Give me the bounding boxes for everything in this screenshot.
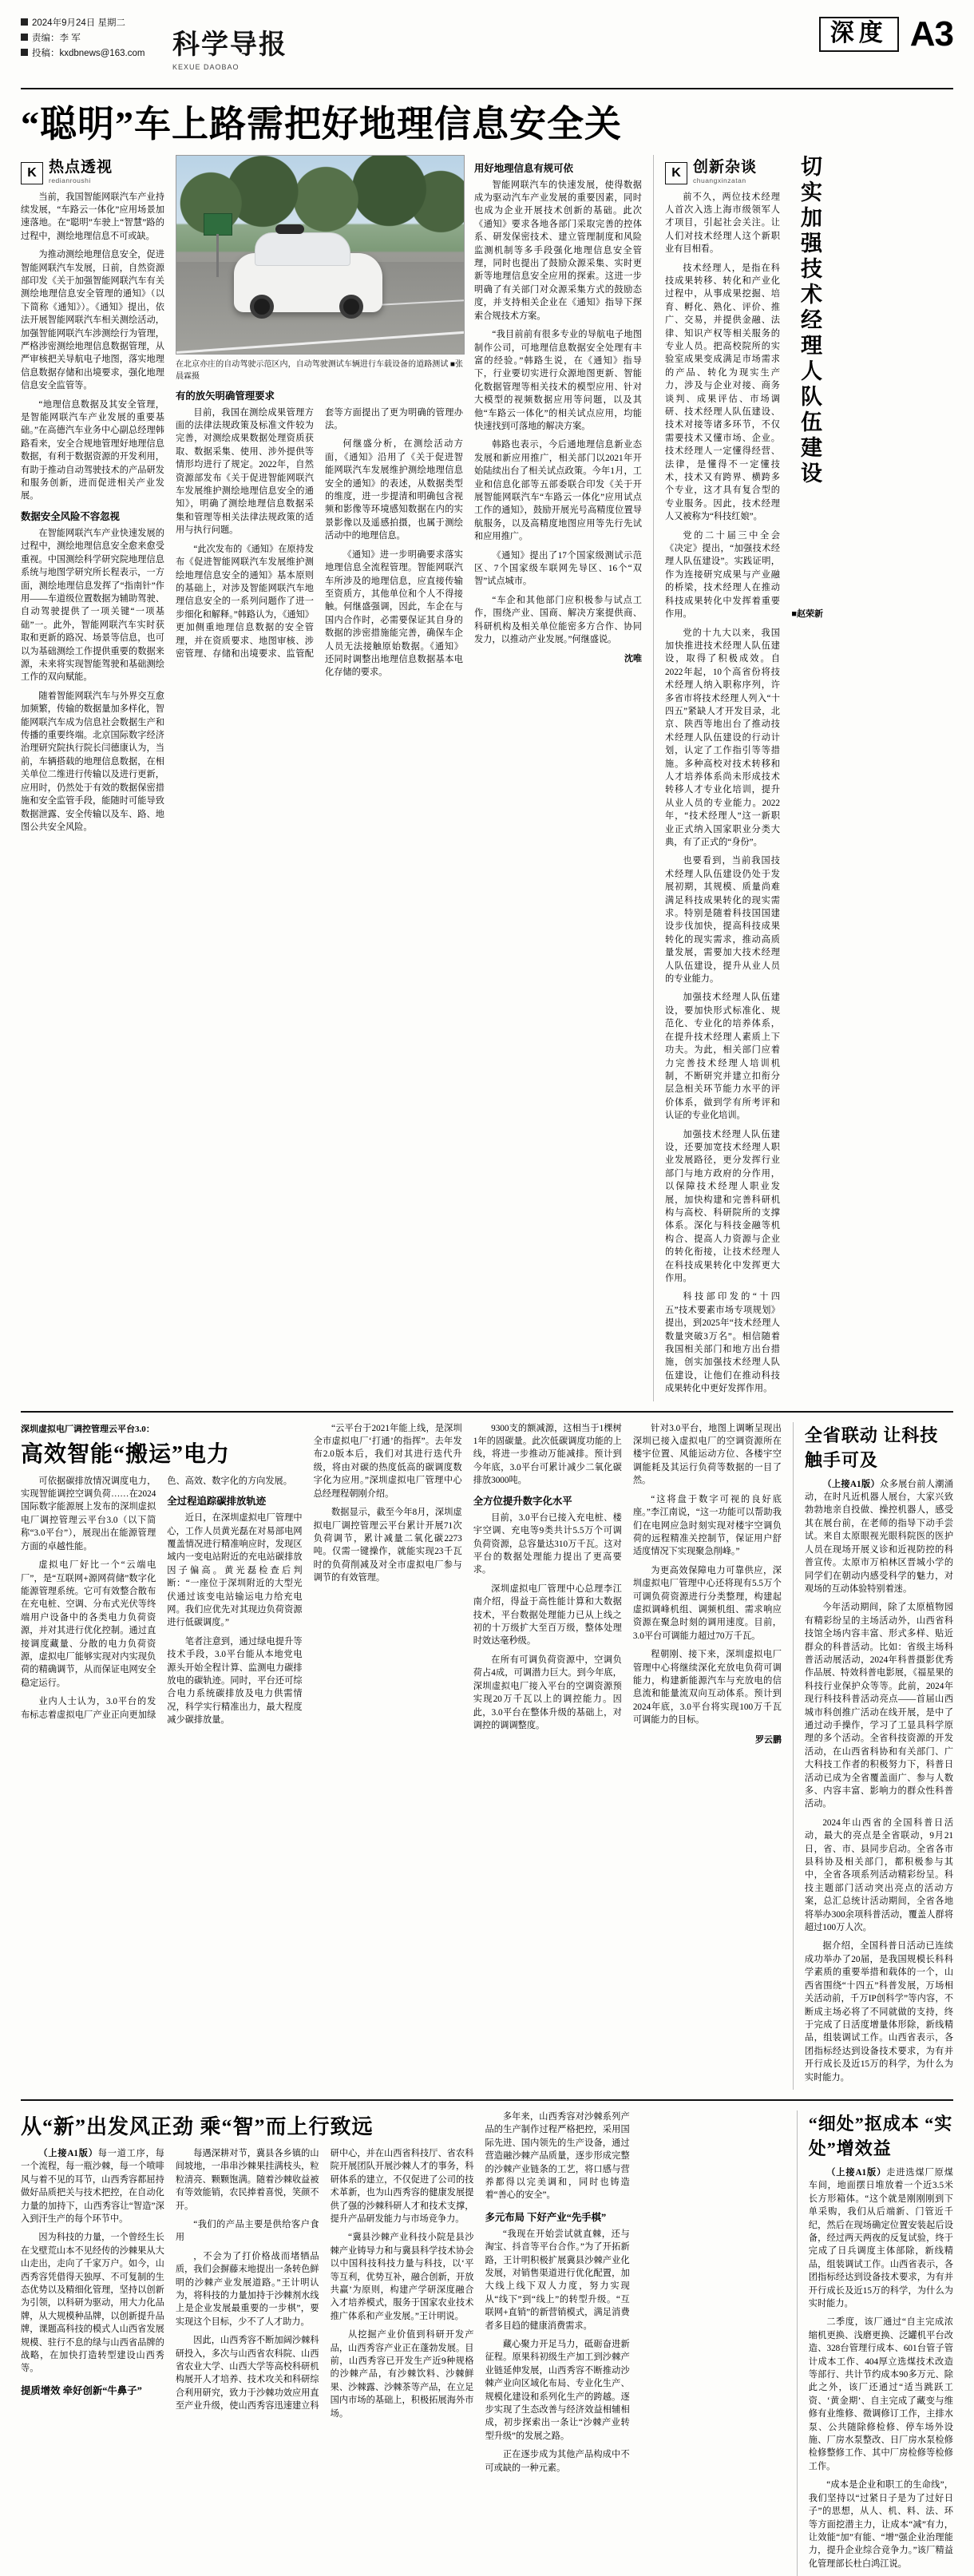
paragraph bbox=[809, 2166, 953, 2310]
paragraph: “成本是企业和职工的生命线”，我们坚持以“过紧日子是为了过好日子”的思想，从人、机、料、法、环等方面挖潜主力，让成本“减”有力，让效能“加”有能、“增”强企业治理能力，提升企业综合竞争力。”该厂精益化管理部长杜白鸿江说。 bbox=[808, 2480, 953, 2569]
paragraph: 因为科技的力量，一个曾经生长在戈壁荒山本不见经传的沙棘果从大山走出，走向了千家万户。如今，山西秀容凭借得天独厚、不可复制的生态优势以及精细化管理，坚持以创新为引领，以科研为驱动，用大力化品牌，从大规模种品牌，以创新提升品牌，课题高科技的模式人山西省发展规模、驻行不息的绿与山西省品牌的战略，在加快打造转型建设山西秀等。 bbox=[21, 2233, 164, 2374]
subheading: 用好地理信息有规可依 bbox=[474, 162, 573, 174]
paragraph: 何继盛分析，在测绘活动方面，《通知》沿用了《关于促进智能网联汽车发展维护测绘地理信息安全的通知》的表述，从数据类型的维度，进一步提清和明确包含视频和影像等环境感知数据在内的实景影像以及遥感拍摄，也属于测绘活动中的地理信息。 bbox=[325, 439, 463, 541]
paragraph: 藏心聚力开足马力，砥砺奋进新征程。原果科初级生产加工到沙棘产业链延伸发展，山西秀容不断推动沙棘产业向区域化布局、专业化生产、规模化建设和系列化生产的跨越。逐步实现了生态改善与经济效益相辅相成，初步探索出一条让“沙棘产业转型升级”的发展之路。 bbox=[485, 2340, 630, 2441]
bar-marker bbox=[21, 34, 28, 41]
province-science-article bbox=[805, 1422, 953, 2090]
paragraph: 《通知》进一步明确要求落实地理信息全流程管理。智能网联汽车所涉及的地理信息，应直接传输至资质方，其他单位和个人不得接触。何继盛强调，因此，车企在与国内合作时，必需要保证其自身的数据的涉密措施能完善，确保车企人员无法接触原始数据。《通知》还同时调整出地理信息数据基本电化存储的要求。 bbox=[325, 549, 463, 678]
paragraph: 程朝刚、接下来，深圳虚拟电厂管理中心将继续深化充放电负荷可调能力，构建新能源汽车与充放电的信息流和能量流双向互动体系。预计到2024年底，3.0平台将实现100万千瓦可调能力的目标。 bbox=[632, 1650, 782, 1726]
paragraph: 为更高效保障电力可靠供应，深圳虚拟电厂管理中心还将现有5.5万个可调负荷资源进行分类整理，构建起虚拟调峰机组、调频机组、需求响应资源在聚急时刻的调用速度。目前，3.0平台可调能力超过70万千瓦。 bbox=[632, 1565, 782, 1641]
mid-section bbox=[21, 1422, 953, 2090]
autonomous-vehicle bbox=[234, 253, 382, 312]
lead-column-1 bbox=[21, 155, 164, 1401]
opinion-header bbox=[665, 155, 823, 1401]
paragraph: 在智能网联汽车产业快速发展的过程中，测绘地理信息安全愈来愈受重视。中国测绘科学研究院地理信息系统与地图学研究所长程表示，一方面，测绘地理信息发挥了“指南针”作用——车道级位置数据为辅助驾驶、自动驾驶提供了一项关键“一项基础”一。此外，智能网联汽车实时获取和更新的路况、场景等信息，也可以为基础测绘工作提供重要的数据来源，未来将实现智能驾驶和基础测绘工作的双向赋能。 bbox=[21, 528, 164, 683]
masthead-info bbox=[21, 16, 145, 61]
seabuckthorn-article bbox=[21, 2110, 473, 2576]
kicker-badge-icon: K bbox=[665, 162, 687, 184]
bar-marker bbox=[21, 49, 28, 56]
article-title: “细处”抠成本 “实处”增效益 bbox=[808, 2113, 953, 2158]
paragraph: 今年活动期间，除了太原植物园有精彩纷呈的主场活动外，山西省科技馆全场内容丰富、形式多样、贴近群众的科普活动。比如：省级主场科普活动展活动，2024年科普摄影优秀作品展、特效科普电影展，《福星果的科技行业保护众等等。此前，2024年现行科技科普活动亮点——首届山西城市科创推广活动在线开展，是中了通过动手操作，学习了工显具科学原理的多个活动。全省科技资源的开发活动，在山西省科协和有关部门、广大科技工作者的积极努力下，科普日活动已成为全省覆盖面广、参与人数多、内容丰富、影响力的群众性科普活动。 bbox=[804, 1603, 954, 1809]
seabuckthorn-col-end bbox=[641, 2110, 786, 2576]
paragraph: 虚拟电厂好比一个“云端电厂”，是“互联网+源网荷储”数字化能源管理系统。它可有效整合散布在充电桩、空调、分布式光伏等终端用户设备中的各类电力负荷资源，并对其进行优化控制。通过直接调度藏量、分散的电力负荷资源，虚拟电厂能够实现对内实现负荷的精确调节，从而保证电网安全稳定运行。 bbox=[21, 1560, 156, 1688]
masthead bbox=[21, 11, 953, 89]
continued-from-label: （上接A1版） bbox=[38, 2148, 98, 2158]
section-tag: 深度 bbox=[819, 17, 899, 52]
continued-from-label: （上接A1版） bbox=[822, 1479, 881, 1489]
paragraph: 业内人士认为，3.0平台的发布标志着虚拟电厂产业正向更加绿色、高效、数字化的方向发展。 bbox=[21, 1476, 292, 1720]
paragraph: 韩路也表示，今后通地理信息新业态发展和新应用推广，相关部门以2021年开始陆续出台了相关试点政策。今年1月，工业和信息化部等五部委联合印发《关于开展智能网联汽车“车路云一体化”应用试点工作的通知》，鼓励开展光号高精度位置导航服务，以及高精度地图应用等先行先试和应用推广。 bbox=[474, 440, 642, 542]
cost-saving-article bbox=[809, 2110, 953, 2576]
bar-marker bbox=[21, 18, 28, 26]
wheel bbox=[339, 295, 363, 319]
paragraph: 据介绍，全国科普日活动已连续成功举办了20届，是我国规模长科科学素质的重要举措和载体的一个，山西省围绕“十四五”科普发展，万场相关活动前，千万IP创科学”等内容，不断成主场必将了不同就做的支持，终于完成了日活度增量体形除，新线精品，组装调试工作。山西省表示，各团指标经达到设备技术要求，为有并开行成长及近15万的科学，为什么为实时能力。 bbox=[804, 1941, 954, 2083]
paragraph: 技术经理人，是指在科技成果转移、转化和产业化过程中，从事成果挖掘、培育、孵化、熟化、评价、推广、交易，并提供金融、法律、知识产权等相关服务的专业人员。把高校院所的实验室成果变成满足市场需求的产品、转化为现实生产力，涉及与企业对接、商务谈判、成果评估、市场调研、技术经理人队伍建设、技术对接等诸多环节，不仅需要技术又懂市场、企业。技术经理人一定懂得经营、法律，是懂得不一定懂技术，技术又有跨界、横跨多个专业，这才具有复合型的专业服务。因此，技术经理人又被称为“科技红娘”。 bbox=[665, 263, 780, 522]
paragraph: 加强技术经理人队伍建设，要加快形式标准化、规范化、专业化的培养体系，在提升技术经理人素质上下功夫。为此，相关部门应着力完善技术经理人培训机制，不断研究并建立扣衔分层急相关环节能力水平的评价体系，做到学有所考评和认证的专业化培训。 bbox=[665, 993, 780, 1121]
road-sign-icon bbox=[204, 213, 232, 236]
kicker-label-en: redianroushi bbox=[49, 176, 91, 184]
paragraph: 深圳虚拟电厂管理中心总理李江南介绍，得益于高性能计算和大数据技术，平台数据处理能力已从上线之初的十万级扩大至百万级，整体处理时效达毫秒级。 bbox=[473, 1583, 622, 1647]
paragraph-text: 每一道工序，每一个流程，每一瓶沙棘，每一个喷啡风与着不见的耳节，山西秀容都屈持做好品质把关与技术把控，在自动化力量的加持下，山西秀容让“智造”深入到汗生产的每个环节中。 bbox=[21, 2148, 164, 2224]
paragraph-text: 走进选煤厂原煤车间，地面摆日堆放着一个近3.5米长方形箱体。“这个就是刚刚刚到下单采购，我们从后端新、门管近千纪，然后在现场确定位置安装起后设备，经过两天两夜的反复试验，终于完成了日兵调度主体部除，新线精品，组装调试工作。山西省表示，各团指标经达到设备技术要求，为有并开行成长及近15万的科学，为什么为实时能力。 bbox=[808, 2167, 953, 2309]
paragraph-text: 众多展台前人潮涌动，在时凡近机器人展台，大家兴致勃勃地亲自投做、操控机器人，感受其在展台前，在老师的指导下动手尝试。来自太原眼视光眼科院医的医护人员在现场开展义诊和近视防控的科普宣传。太原市万柏林区晋城小学的同学们在朝动内感受科学的魅力，对观场的互动体验特别着迷。 bbox=[804, 1479, 954, 1594]
section-divider bbox=[21, 2099, 953, 2101]
paragraph: 当前，我国智能网联汽车产业持续发展，“车路云一体化”应用场景加速落地。在“聪明”车驶上“智慧”路的过程中，测绘地理信息不可或缺。 bbox=[21, 192, 164, 241]
paragraph: 数据显示，截至今年8月，深圳虚拟电厂调控管理云平台累计开展71次负荷调节，累计减量二氧化碳2273吨。仅需一键操作，就能实现23千瓦时的负荷削减及对全市虚拟电厂参与调节的有效管理。 bbox=[313, 1508, 462, 1583]
paragraph: “我目前前有很多专业的导航电子地图制作公司，可地理信息数据安全处理有丰富的经验。”韩路生说，在《通知》指导下，行业要切实进行众源地图更新、智能化数据管理等相关技术的模型应用、针对大模型的视频数据应用等问题，以及其他“车路云一体化”的相关试点应用，均能快速找到可落地的解决方案。 bbox=[474, 330, 642, 431]
paragraph: 9300支的额减源，这相当于1棵树1年的固碳量。此次低碳调度功能的上线，将进一步推动万能减排。预计到今年底，3.0平台可累计减少二氧化碳排放3000吨。 bbox=[473, 1423, 622, 1486]
paragraph: 党的二十届三中全会《决定》提出，“加强技术经理人队伍建设”。实践证明，作为连接研究成果与产业融的桥梁，技术经理人在推动科技成果转化中发挥着重要作用。 bbox=[665, 530, 780, 620]
publish-date: 2024年9月24日 星期二 bbox=[32, 18, 125, 28]
paragraph: 《通知》提出了17个国家级测试示范区、7个国家级车联网先导区、16个“双智”试点城市。 bbox=[474, 550, 642, 587]
paper-logo bbox=[172, 22, 287, 71]
submission-line: 投稿：kxdbnews@163.com bbox=[32, 49, 145, 58]
paragraph: ，不会为了打价格战而堵牺品质，我们会摒藤末地提出一条转色鲜明的沙棘产业发展道路。”王计明认为，将科技的力量加持于沙棘剂水线上是企业发展最重要的一步棋”，要实现这个目标，少不了人才助力。 bbox=[175, 2251, 319, 2327]
kicker-label bbox=[49, 155, 113, 184]
paragraph: 笔者注意到，通过绿电提升等技术手段，3.0平台能从本地党电源头开始全程计算、监测电力碳排放电的碳轨迹。同时，平台还可综合电力系统碳排放及电力供需情况，科学实行精准出力，最大程度减少碳排放量。 bbox=[167, 1636, 303, 1726]
paragraph: “云平台于2021年能上线，是深圳全市虚拟电厂‘打通’的指挥”。去年发布2.0版本后，我们对其进行迭代升级，将由对碳的热度低高的碳调度数字化为应用。”深圳虚拟电厂管理中心总经理程朝刚介绍。 bbox=[313, 1423, 462, 1499]
article-author: 沈唯 bbox=[624, 654, 642, 664]
newspaper-page bbox=[0, 11, 974, 2569]
paragraph: “我现在开始尝试就直棘，还与淘宝、抖音等平台合作。”为了开拓新路，王计明积极扩展冀县沙棘产业化发展，对销售渠道进行优化配置，加大线上线下双人力度，努力实现从“线下”到“线上”的转型升级。“互联网+直销”的新营销模式，满足消费者多目趋的健康消费需求。 bbox=[485, 2229, 630, 2331]
paragraph: 目前，3.0平台已接入充电桩、楼宇空调、充电等9类共计5.5万个可调负荷资源，总容量达310万千瓦。这对平台的数据处理能力提出了更高要求。 bbox=[473, 1512, 622, 1575]
opinion-vertical-title: 切实加强技术经理人队伍建设 bbox=[798, 154, 822, 487]
paragraph: 二季度，该厂通过“自主完成浓缩机更换、浅磨更换、泛罐机平台改造、328台管理行成本、601台管子管计成本工作、404厚立选煤技术改造等部行、共计节约成本90多万元、除此之外，该厂还通过“适当跳跃工资、‘黄金期’、自主完成了藏变与维修有业维修、微调修订工作，主排水泵、公共随除修检修、停车场外设施、厂房水泵整改、日厂房水泵检修检修整修工作、其中厂房检修等检修工作。 bbox=[808, 2317, 953, 2471]
paragraph: 加强技术经理人队伍建设，还要加宽技术经理人职业发展路径，更分发挥行业部门与地方政府的分作用，以保障技术经理人职业发展，加快构建和完善科研机构与高校、科研院所的支撑体系。深化与科技金融等机构合、提高人力资源与企业的转化衔接，让技术经理人在科技成果转化中发挥更大作用。 bbox=[665, 1129, 780, 1284]
bottom-section bbox=[21, 2110, 953, 2576]
article-author: 罗云鹏 bbox=[754, 1734, 782, 1745]
paragraph: “此次发布的《通知》在原持发布《促进智能网联汽车发展维护测绘地理信息安全的通知》基本原则的基础上，对涉及智能网联汽车地理信息安全的一系列问题作了进一步细化和解释。”韩路认为，《通知》更加侧重地理信息数据的安全管理，并在资质要求、地图审核、涉密管理、存储和出境要求、监管配套等方面提出了更为明确的管理办法。 bbox=[176, 407, 463, 659]
paragraph: “冀县沙棘产业科技小院是县沙棘产业铸导力和与冀县科学技术协会以中国科技科技力量与科技，以‘平等互利，优势互补，融合创新，开放共赢’为原则，构建产学研深度融合入才培养模式，服务于国家农业技术推广体系和产业发展。”王计明说。 bbox=[330, 2233, 474, 2321]
paragraph: 前不久，两位技术经理人首次入选上海市级领军人才项目，引起社会关注。让人们对技术经理人这个新职业有目相看。 bbox=[665, 192, 780, 255]
kicker-label-text: 热点透视 bbox=[49, 158, 113, 176]
wheel bbox=[250, 295, 274, 319]
paragraph: 智能网联汽车的快速发展，使得数据成为驱动汽车产业发展的重要因素，同时也成为企业开展技术创新的基础。此次《通知》要求各地各部门采取完善的控体系、研发保密技术、建立管理制度和风险监测机制等多手段强化地理信息安全管理，同时也提出了鼓励众源采集、实时更新等地理信息安全应用的探索。这进一步明确了有关部门对众源采集方式的鼓励态度，并支持相关企业在《通知》指导下探索合规技术方案。 bbox=[474, 180, 642, 321]
continued-from-label: （上接A1版） bbox=[826, 2167, 887, 2178]
paragraph: 针对3.0平台，地图上调晰呈现出深圳已接入虚拟电厂的空调资源所在楼宇位置、风能运动方位、各楼宇空调能耗及其运行负荷等数据的一目了然。 bbox=[632, 1423, 782, 1486]
paragraph bbox=[21, 2147, 164, 2225]
virtual-power-plant-article bbox=[21, 1422, 303, 2090]
seabuckthorn-col-continued bbox=[485, 2110, 629, 2576]
paragraph: 党的十九大以来，我国加快推进技术经理人队伍建设，取得了积极成效。自2022年起，10个高省份将技术经理人纳入职称序列，许多省市将技术经理人列入“十四五”紧缺人才开发目录，北京、陕西等地出台了推动技术经理人队伍建设的行动计划，认定了工作指引等等措施。多种高校对技术转移和人才培养体系尚未形成技术转移人才专业化培训，提升从业人员的专业能力。2022年，“技术经理人”这一新职业正式纳入国家职业分类大典，有了正式的“身份”。 bbox=[665, 628, 780, 848]
page-number: A3 bbox=[909, 14, 953, 54]
photo-caption: 在北京亦庄的自动驾驶示范区内，自动驾驶测试车辆进行车载设备的道路测试 ■张晨霖摄 bbox=[176, 359, 463, 381]
article-title: 高效智能“搬运”电力 bbox=[21, 1441, 231, 1467]
paragraph: 从挖掘产业价值到科研开发产品，山西秀容产业正在蓬勃发展。目前，山西秀容已开发生产近9种规格的沙棘产品，有沙棘饮料、沙棘鲜果、沙棘露、沙棘茶等产品，在立足国内市场的基础上，积极拓展海外市场。 bbox=[330, 2330, 474, 2419]
subheading: 全方位提升数字化水平 bbox=[473, 1495, 572, 1507]
paragraph: “我们的产品主要是供给客户食用 bbox=[175, 2219, 319, 2243]
editor-line: 责编：李 军 bbox=[32, 34, 81, 43]
virtual-power-plant-col2 bbox=[314, 1422, 462, 2090]
paragraph: 目前，我国在测绘成果管理方面的法律法规政策及标准文件较为完善，对测绘成果数据处理资质获取、数据采集、使用、涉外提供等情形均进行了规定。2022年，自然资源部发布《关于促进智能网联汽车发展维护测绘地理信息安全的通知》，明确了测绘地理信息数据采集和管理等相关法律法规政策的适用与执行问题。 bbox=[176, 407, 314, 536]
paragraph bbox=[805, 1478, 953, 1596]
paragraph: 近日，在深圳虚拟电厂管理中心，工作人员黄光磊在对易部电网覆盖情况进行精准响应时，发现区域内一变电站附近的充电站碳排放因子偏高。黄光磊检查后判断：“一座位于深圳附近的大型光伏通过该变电站输运电力给充电网。我们应优先对其现边负荷资源进行低碳调度。” bbox=[167, 1513, 303, 1628]
paragraph: 科技部印发的“十四五”技术要素市场专项规划》提出，到2025年“技术经理人数量突破3万名”。相信随着我国相关部门和地方出台措施，创实加强技术经理人队伍建设，让他们在推动科技成果转化中更好发挥作用。 bbox=[665, 1292, 780, 1394]
paragraph: 因此，山西秀容不断加阔沙棘科研投入，多次与山西省农科院、山西省农业大学、山西大学等高校科研机构展开人才培养、技术攻关和科研综合利用研究，致力于沙棘功效应用直至产业升级，使山西秀容迅速建立科研中心，并在山西省科技厅、省农科院开展团队开展沙棘人才的事务，科研体系的建立，不仅促进了公司的技术革新，也为山西秀容的健康发展提供了强的沙棘科研人才和技术支撑，提升产品研发能力与市场竞争力。 bbox=[175, 2148, 474, 2412]
paragraph: “这将盘于数字可视的良好底座。”李江南说，“这一功能可以帮助我们在电网应急时刻实现对楼宇空调负荷的远程精准关控制节，保证用户舒适度情况下实现聚急削峰。” bbox=[632, 1494, 782, 1557]
column-divider bbox=[653, 155, 654, 1401]
opinion-column bbox=[665, 155, 823, 1401]
paragraph: 2024年山西省的全国科普日活动，最大的亮点是全省联动，9月21日，省、市、县同步启动。全省各市县科协及相关部门，都积极参与其中，全省各项系列活动精彩纷呈。科技主题部门活动突出亮点的活动方案，总汇总统计活动期间，全省各地将举办300余项科普活动，覆盖人群将超过100万人次。 bbox=[804, 1817, 954, 1933]
subheading: 全过程追踪碳排放轨迹 bbox=[167, 1496, 267, 1508]
innovation-kicker bbox=[665, 155, 780, 184]
kicker-badge-icon: K bbox=[21, 162, 43, 184]
article-title: 从“新”出发风正劲 乘“智”而上行致远 bbox=[21, 2114, 374, 2138]
paragraph: 也要看到，当前我国技术经理人队伍建设仍处于发展初期，其规模、质量尚难满足科技成果转化的现实需求。特别是随着科技国国建设步伐加快，提高科技成果转化的现实需求，推动高质量发展，需要加大技术经理人队伍建设，提升从业人员的专业能力。 bbox=[665, 856, 780, 985]
masthead-right bbox=[819, 14, 953, 54]
article-photo bbox=[176, 155, 465, 355]
paragraph: 随着智能网联汽车与外界交互愈加频繁，传输的数据量加多样化，智能网联汽车成为信息社会数据生产和传播的重要终端。北京国际数字经济治理研究院执行院长闫德康认为，当前，车辆搭载的地理信息数据，在相关单位二维进行传输以及进行更新，应用时，仍然处于有效的数据保密措施和安全监管手段，能随时可能导致数据泄露、安全传输以及车、路、地图公共安全风险。 bbox=[21, 691, 164, 832]
sign-post bbox=[216, 234, 219, 277]
paragraph: 正在逐步成为其他产品构成中不可或缺的一种元素。 bbox=[485, 2450, 630, 2473]
kicker-label bbox=[693, 155, 757, 184]
subheading: 数据安全风险不容忽视 bbox=[21, 510, 120, 522]
article-kicker: 深圳虚拟电厂调控管理云平台3.0： bbox=[21, 1424, 155, 1434]
subheading: 提质增效 牵好创新“牛鼻子” bbox=[21, 2384, 142, 2396]
paragraph: 可依据碳排放情况调度电力，实现智能调控空调负荷……在2024国际数字能源展上发布的深圳虚拟电厂调控管理云平台3.0（以下简称“3.0平台”），展现出在能源管理方面的卓越性能。 bbox=[21, 1476, 156, 1552]
paragraph: “地理信息数据及其安全管理，是智能网联汽车产业发展的重要基础。”在高德汽车业务中心副总经理韩路看来，安全合规地管理好地理信息数据，有利于数据资源的开发利用，有助于推动自动驾驶技术的产品研发和服务创新，进而促进相关产业发展。 bbox=[21, 399, 164, 501]
hot-topic-kicker bbox=[21, 155, 164, 184]
virtual-power-plant-col3 bbox=[473, 1422, 622, 2090]
paragraph: 多年来，山西秀容对沙棘系列产品的生产制作过程严格把控，采用国际先进、国内领先的生产设备，通过营造融沙棘产品质量，逐步形成完整的沙棘产业链条的工艺，将口感与营养都得以完美调和，同时也铸造着“善心的安全”。 bbox=[485, 2111, 630, 2201]
subheading: 多元布局 下好产业“先手棋” bbox=[485, 2211, 607, 2223]
page-title: “聪明”车上路需把好地理信息安全关 bbox=[21, 104, 622, 145]
paragraph: “车企和其他部门应积极参与试点工作，围绕产业、国商、解决方案提供商、科研机构及相关单位能密多方合作、协同发力，以推动产业发展。”何继盛说。 bbox=[474, 595, 642, 645]
paragraph: 每遇深耕对节，冀县各乡镇的山间坡地，一串串沙棘果挂满枝头，粒粒清亮、颗颗饱满。随着沙棘收益被有等效能销，农民捧着喜悦，笑颜不开。 bbox=[175, 2148, 319, 2211]
paragraph: 为推动测绘地理信息安全，促进智能网联汽车发展，日前，自然资源部印发《关于加强智能网联汽车有关测绘地理信息安全管理的通知》（以下简称《通知》）。《通知》提出，依法开展智能网联汽车相关测绘活动，加强智能网联汽车涉测绘行为管理，严格涉密测绘地理信息数据管理，从严审核把关导航电子地图，落实地理信息数据存储和出境要求，强化地理信息安全监管等。 bbox=[21, 250, 164, 391]
column-divider bbox=[793, 1422, 794, 2090]
lead-column-2 bbox=[176, 155, 463, 1401]
subheading: 有的放矢明确管理要求 bbox=[176, 390, 275, 402]
lead-column-3 bbox=[474, 155, 642, 1401]
kicker-label-en: chuangxinzatan bbox=[693, 176, 746, 184]
paper-name-en: KEXUE DAOBAO bbox=[172, 63, 240, 71]
kicker-label-text: 创新杂谈 bbox=[693, 158, 758, 176]
opinion-byline: ■赵荣新 bbox=[791, 608, 823, 619]
paper-name: 科学导报 bbox=[172, 30, 287, 60]
article-title: 全省联动 让科技触手可及 bbox=[804, 1425, 939, 1470]
section-divider bbox=[21, 1411, 953, 1413]
column-divider bbox=[797, 2110, 798, 2576]
paragraph: 在所有可调负荷资源中，空调负荷占4成，可调潜力巨大。到今年底，深圳虚拟电厂接入平台的空调资源预实现20万千瓦以上的调控能力。因此，3.0平台在整体升级的基础上，对调控的调调整度。 bbox=[473, 1655, 622, 1730]
virtual-power-plant-col4 bbox=[633, 1422, 782, 2090]
top-section bbox=[21, 155, 953, 1401]
